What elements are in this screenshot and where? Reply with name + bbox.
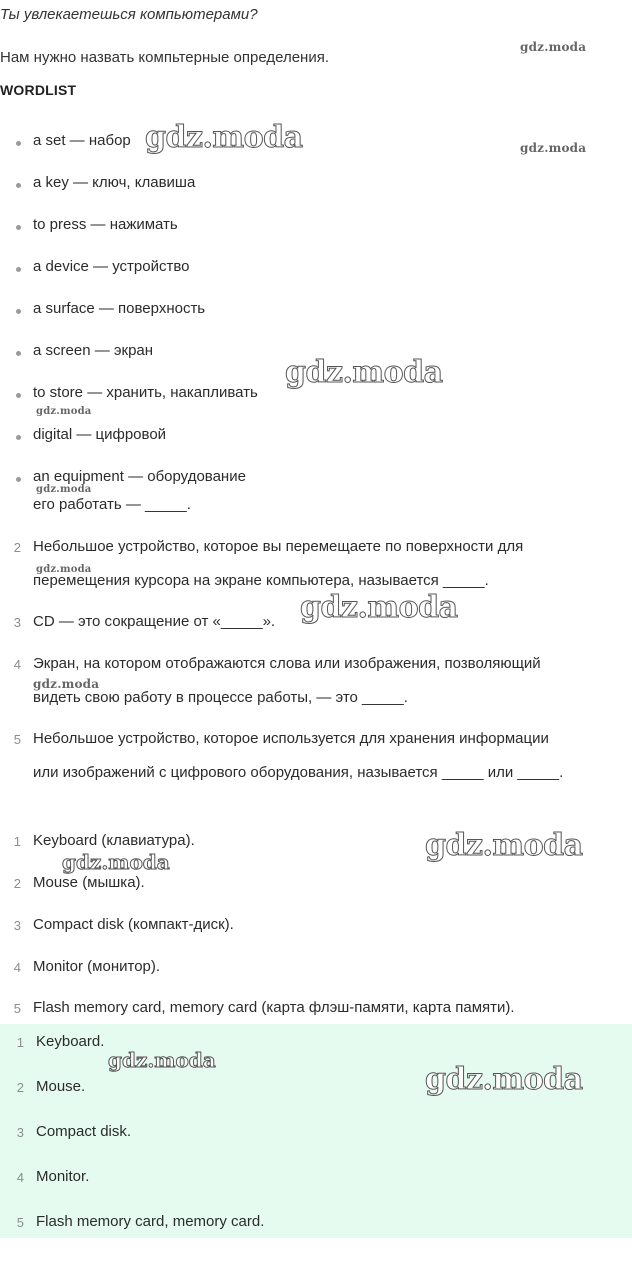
watermark: gdz.moda xyxy=(425,1062,583,1097)
wordlist-entry: a device — устройство xyxy=(33,258,190,275)
task-number: 3 xyxy=(13,615,21,630)
bullet-icon xyxy=(16,309,21,314)
short-answer-text: Compact disk. xyxy=(36,1123,132,1140)
watermark: gdz.moda xyxy=(520,141,587,155)
wordlist-entry: to store — хранить, накапливать xyxy=(33,384,258,401)
short-answer-number: 1 xyxy=(16,1035,24,1050)
wordlist-entry: a screen — экран xyxy=(33,342,154,359)
watermark: gdz.moda xyxy=(36,406,92,417)
short-answer-text: Monitor. xyxy=(36,1168,90,1185)
bullet-icon xyxy=(16,183,21,188)
bullet-icon xyxy=(16,435,21,440)
wordlist-title: WORDLIST xyxy=(0,82,77,98)
watermark: gdz.moda xyxy=(285,355,443,390)
watermark: gdz.moda xyxy=(520,40,587,54)
answer-text: Compact disk (компакт-диск). xyxy=(33,916,234,933)
task-line: Экран, на котором отображаются слова или изображения, позволяющий xyxy=(33,655,541,672)
bullet-icon xyxy=(16,141,21,146)
answer-number: 3 xyxy=(13,918,21,933)
task-continuation: его работать — _____. xyxy=(33,496,191,513)
answer-text: Flash memory card, memory card (карта флэш-памяти, карта памяти). xyxy=(33,999,515,1016)
watermark: gdz.moda xyxy=(425,828,583,863)
answer-text: Monitor (монитор). xyxy=(33,958,161,975)
watermark: gdz.moda xyxy=(33,677,100,691)
wordlist-entry: digital — цифровой xyxy=(33,426,167,443)
bullet-icon xyxy=(16,393,21,398)
bullet-icon xyxy=(16,267,21,272)
task-number: 5 xyxy=(13,732,21,747)
wordlist-entry: a set — набор xyxy=(33,132,131,149)
short-answer-number: 5 xyxy=(16,1215,24,1230)
bullet-icon xyxy=(16,225,21,230)
wordlist-entry: a surface — поверхность xyxy=(33,300,206,317)
task-line: CD — это сокращение от «_____». xyxy=(33,613,276,630)
section-heading: Ты увлекаетешься компьютерами? xyxy=(0,6,258,23)
watermark: gdz.moda xyxy=(62,850,170,874)
answer-text: Keyboard (клавиатура). xyxy=(33,832,195,849)
intro-text: Нам нужно назвать компьтерные определения. xyxy=(0,49,330,66)
watermark: gdz.moda xyxy=(145,120,303,155)
answer-number: 2 xyxy=(13,876,21,891)
wordlist-entry: an equipment — оборудование xyxy=(33,468,246,485)
watermark: gdz.moda xyxy=(300,590,458,625)
task-line: или изображений с цифрового оборудования, называется _____ или _____. xyxy=(33,764,564,781)
wordlist-entry: to press — нажимать xyxy=(33,216,178,233)
answer-number: 4 xyxy=(13,960,21,975)
wordlist-entry: a key — ключ, клавиша xyxy=(33,174,196,191)
task-line: Небольшое устройство, которое вы перемещаете по поверхности для xyxy=(33,538,524,555)
answer-number: 1 xyxy=(13,834,21,849)
short-answer-text: Keyboard. xyxy=(36,1033,105,1050)
bullet-icon xyxy=(16,351,21,356)
watermark: gdz.moda xyxy=(36,484,92,495)
short-answer-text: Flash memory card, memory card. xyxy=(36,1213,265,1230)
task-line: видеть свою работу в процессе работы, — это _____. xyxy=(33,689,408,706)
short-answer-number: 3 xyxy=(16,1125,24,1140)
bullet-icon xyxy=(16,477,21,482)
short-answer-number: 4 xyxy=(16,1170,24,1185)
task-line: Небольшое устройство, которое используется для хранения информации xyxy=(33,730,549,747)
short-answer-text: Mouse. xyxy=(36,1078,86,1095)
answer-number: 5 xyxy=(13,1001,21,1016)
watermark: gdz.moda xyxy=(108,1048,216,1072)
short-answer-number: 2 xyxy=(16,1080,24,1095)
task-number: 2 xyxy=(13,540,21,555)
watermark: gdz.moda xyxy=(36,564,92,575)
task-number: 4 xyxy=(13,657,21,672)
task-line: перемещения курсора на экране компьютера, называется _____. xyxy=(33,572,489,589)
answer-text: Mouse (мышка). xyxy=(33,874,145,891)
